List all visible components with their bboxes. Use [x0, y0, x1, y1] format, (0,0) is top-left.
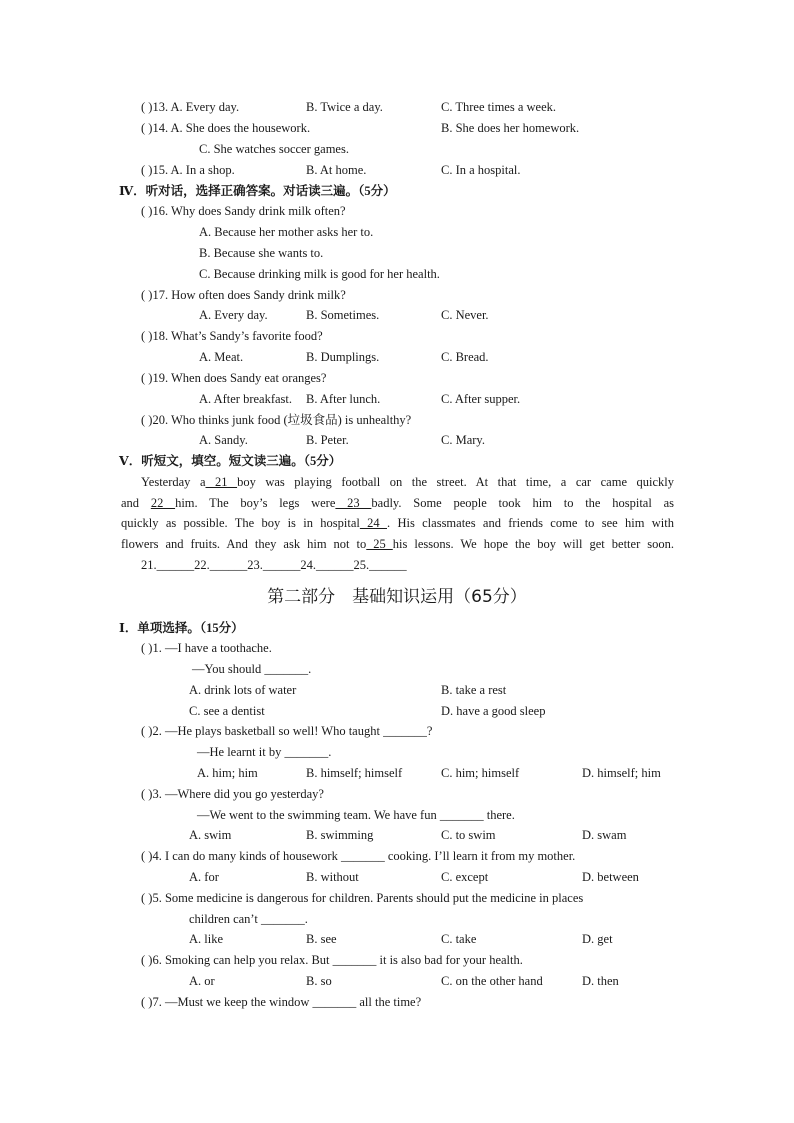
blank-25: 25: [366, 537, 393, 551]
question-17: ( )17. How often does Sandy drink milk?: [141, 288, 346, 302]
option-6a: A. or: [189, 974, 215, 988]
option-20c: C. Mary.: [441, 433, 485, 447]
option-20a: A. Sandy.: [199, 433, 248, 447]
question-3-line-2: —We went to the swimming team. We have fun _______ there.: [197, 808, 515, 822]
option-3a: A. swim: [189, 828, 232, 842]
option-18a: A. Meat.: [199, 350, 244, 364]
option-3d: D. swam: [582, 828, 627, 842]
question-7: ( )7. —Must we keep the window _______ all the time?: [141, 995, 422, 1009]
option-3c: C. to swim: [441, 828, 496, 842]
section-4-title: Ⅳ．听对话，选择正确答案。对话读三遍。（5分）: [119, 184, 396, 198]
option-15b: B. At home.: [306, 163, 367, 177]
question-5: ( )5. Some medicine is dangerous for children. Parents should put the medicine in places: [141, 891, 584, 905]
question-16: ( )16. Why does Sandy drink milk often?: [141, 204, 346, 218]
option-5a: A. like: [189, 932, 224, 946]
option-16a: A. Because her mother asks her to.: [199, 225, 374, 239]
option-4d: D. between: [582, 870, 639, 884]
option-5d: D. get: [582, 932, 613, 946]
option-17a: A. Every day.: [199, 308, 268, 322]
option-4b: B. without: [306, 870, 359, 884]
option-4c: C. except: [441, 870, 489, 884]
option-2b: B. himself; himself: [306, 766, 403, 780]
option-2c: C. him; himself: [441, 766, 520, 780]
option-6b: B. so: [306, 974, 332, 988]
question-6: ( )6. Smoking can help you relax. But _______ it is also bad for your health.: [141, 953, 523, 967]
question-1-line-2: —You should _______.: [192, 662, 312, 676]
part-2-title: 第二部分 基础知识运用（65分）: [267, 587, 527, 607]
passage-line-2: and 22 him. The boy’s legs were 23 badly. Some people took him to the hospital as: [121, 496, 674, 510]
option-5b: B. see: [306, 932, 337, 946]
option-16b: B. Because she wants to.: [199, 246, 324, 260]
option-14c: C. She watches soccer games.: [199, 142, 349, 156]
option-20b: B. Peter.: [306, 433, 349, 447]
option-19b: B. After lunch.: [306, 392, 381, 406]
option-1c: C. see a dentist: [189, 704, 265, 718]
passage-line-4: flowers and fruits. And they ask him not to 25 his lessons. We hope the boy will get better soon.: [121, 537, 674, 551]
section-5-title: Ⅴ．听短文，填空。短文读三遍。（5分）: [119, 454, 342, 468]
option-19a: A. After breakfast.: [199, 392, 293, 406]
question-5-line-2: children can’t _______.: [189, 912, 308, 926]
blank-22: 22: [150, 496, 176, 510]
blank-23: 23: [335, 496, 372, 510]
option-13c: C. Three times a week.: [441, 100, 557, 114]
question-1: ( )1. —I have a toothache.: [141, 641, 272, 655]
question-2: ( )2. —He plays basketball so well! Who taught _______?: [141, 724, 433, 738]
section-1-title: Ⅰ．单项选择。（15分）: [119, 621, 244, 635]
option-17b: B. Sometimes.: [306, 308, 380, 322]
option-17c: C. Never.: [441, 308, 489, 322]
option-3b: B. swimming: [306, 828, 374, 842]
option-4a: A. for: [189, 870, 219, 884]
option-2d: D. himself; him: [582, 766, 661, 780]
question-18: ( )18. What’s Sandy’s favorite food?: [141, 329, 323, 343]
blank-21: 21: [205, 475, 238, 489]
option-18b: B. Dumplings.: [306, 350, 380, 364]
option-18c: C. Bread.: [441, 350, 489, 364]
question-4: ( )4. I can do many kinds of housework _______ cooking. I’ll learn it from my mother.: [141, 849, 576, 863]
question-2-line-2: —He learnt it by _______.: [197, 745, 332, 759]
question-19: ( )19. When does Sandy eat oranges?: [141, 371, 327, 385]
option-16c: C. Because drinking milk is good for her health.: [199, 267, 440, 281]
answer-blanks-line: 21.______22.______23.______24.______25.______: [141, 558, 407, 572]
option-6d: D. then: [582, 974, 619, 988]
question-14: ( )14. A. She does the housework.: [141, 121, 311, 135]
question-15: ( )15. A. In a shop.: [141, 163, 235, 177]
question-13: ( )13. A. Every day.: [141, 100, 240, 114]
option-13b: B. Twice a day.: [306, 100, 383, 114]
option-1b: B. take a rest: [441, 683, 507, 697]
question-3: ( )3. —Where did you go yesterday?: [141, 787, 324, 801]
option-1d: D. have a good sleep: [441, 704, 546, 718]
option-5c: C. take: [441, 932, 477, 946]
blank-24: 24: [359, 516, 387, 530]
option-6c: C. on the other hand: [441, 974, 543, 988]
option-2a: A. him; him: [197, 766, 258, 780]
option-15c: C. In a hospital.: [441, 163, 521, 177]
option-1a: A. drink lots of water: [189, 683, 297, 697]
passage-line-3: quickly as possible. The boy is in hospital 24 . His classmates and friends come to see him with: [121, 516, 675, 530]
question-20: ( )20. Who thinks junk food (垃圾食品) is unhealthy?: [141, 413, 412, 427]
option-19c: C. After supper.: [441, 392, 521, 406]
passage-line-1: Yesterday a 21 boy was playing football on the street. At that time, a car came quickly: [141, 475, 675, 489]
option-14b: B. She does her homework.: [441, 121, 580, 135]
